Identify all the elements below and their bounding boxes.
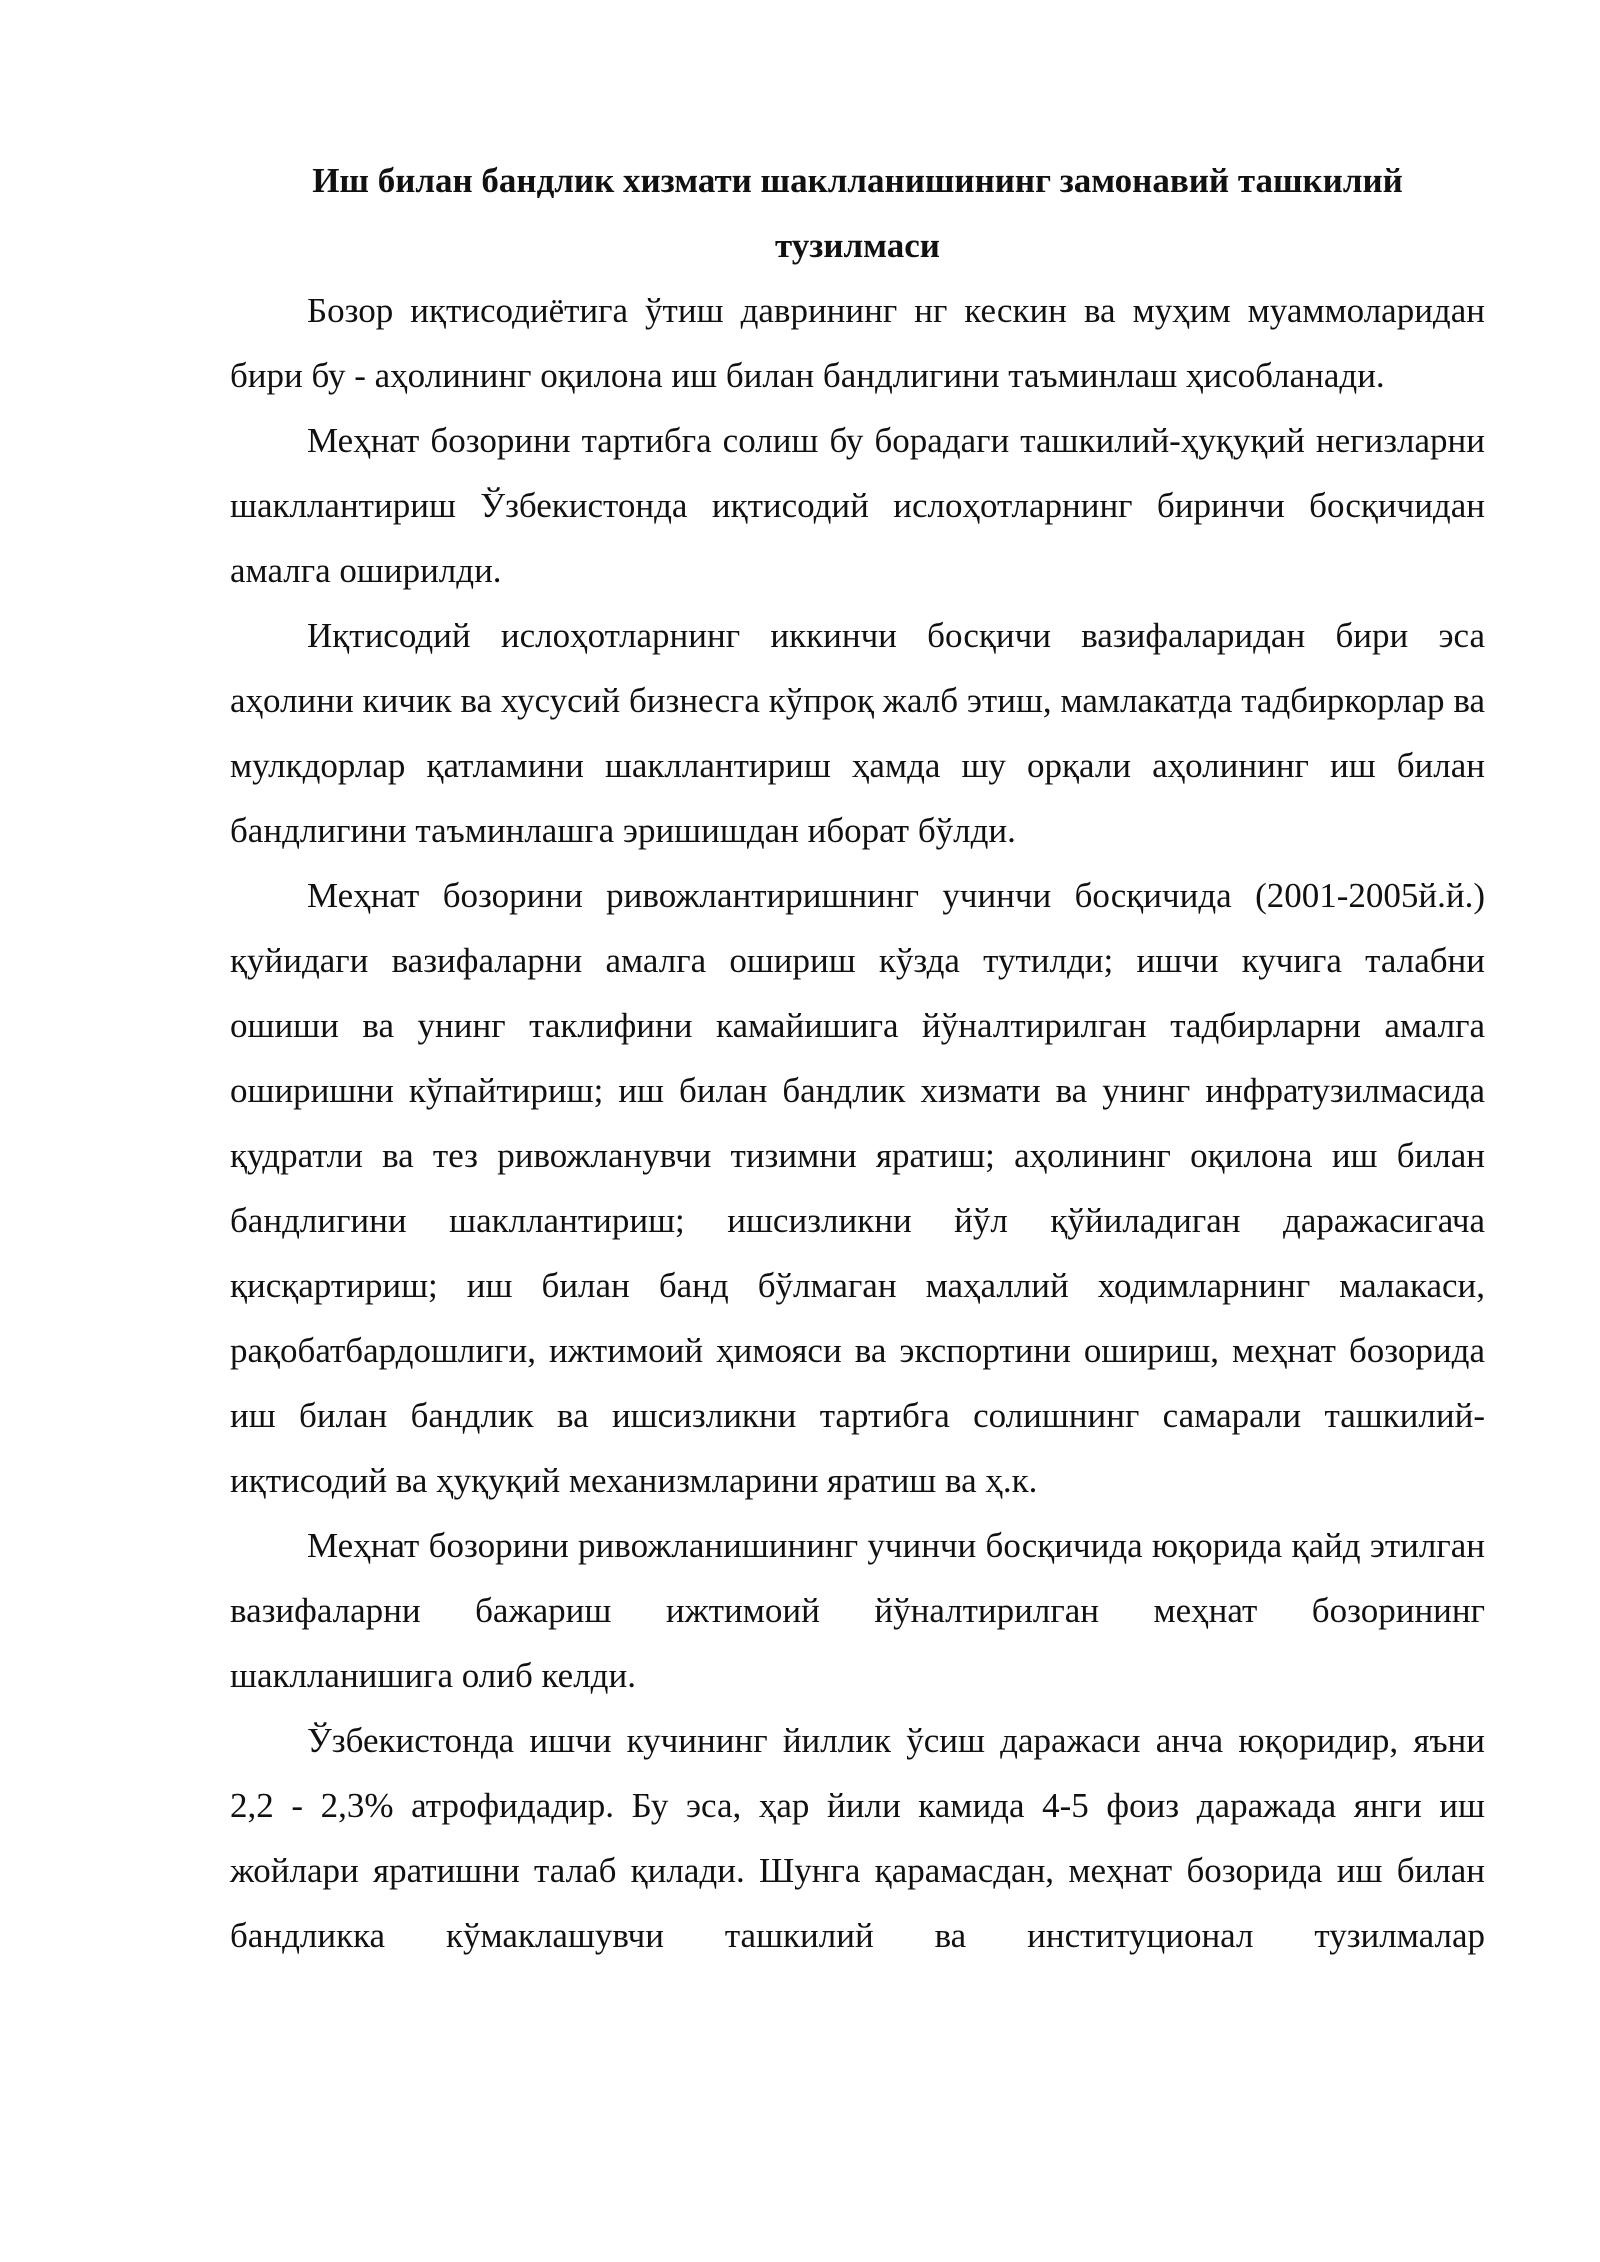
paragraph-4: Меҳнат бозорини ривожлантиришнинг учинчи босқичида (2001-2005й.й.) қуйидаги вазифаларни амалга ошириш кўзда тутилди; ишчи кучига талабни ошиши ва унинг таклифини камайишига йўналтирилган тадбирларни амалга оширишни кўпайтириш; иш билан бандлик хизмати ва унинг инфратузилмасида қудратли ва тез ривожланувчи тизимни яратиш; аҳолининг оқилона иш билан бандлигини шакллантириш; ишсизликни йўл қўйиладиган даражасигача қисқартириш; иш билан банд бўлмаган маҳаллий ходимларнинг малакаси, рақобатбардошлиги, ижтимоий ҳимояси ва экспортини ошириш, меҳнат бозорида иш билан бандлик ва ишсизликни тартибга солишнинг самарали ташкилий-иқтисодий ва ҳуқуқий механизмларини яратиш ва ҳ.к. <box>230 876 1485 1500</box>
document-title: Иш билан бандлик хизмати шаклланишининг замонавий ташкилий тузилмаси <box>312 161 1403 265</box>
paragraph-6: Ўзбекистонда ишчи кучининг йиллик ўсиш даражаси анча юқоридир, яъни 2,2 - 2,3% атрофидадир. Бу эса, ҳар йили камида 4-5 фоиз даражада янги иш жойлари яратишни талаб қилади. Шунга қарамасдан, меҳнат бозорида иш билан бандликка кўмаклашувчи ташкилий ва институционал тузилмалар <box>230 1721 1485 1955</box>
paragraph-5: Меҳнат бозорини ривожланишининг учинчи босқичида юқорида қайд этилган вазифаларни бажариш ижтимоий йўналтирилган меҳнат бозорининг шаклланишига олиб келди. <box>230 1526 1485 1695</box>
paragraph-3: Иқтисодий ислоҳотларнинг иккинчи босқичи вазифаларидан бири эса аҳолини кичик ва хусусий бизнесга кўпроқ жалб этиш, мамлакатда тадбиркорлар ва мулкдорлар қатламини шакллантириш ҳамда шу орқали аҳолининг иш билан бандлигини таъминлашга эришишдан иборат бўлди. <box>230 616 1485 850</box>
paragraph-1: Бозор иқтисодиётига ўтиш даврининг нг кескин ва муҳим муаммоларидан бири бу - аҳолининг оқилона иш билан бандлигини таъминлаш ҳисобланади. <box>230 291 1485 395</box>
paragraph-2: Меҳнат бозорини тартибга солиш бу борадаги ташкилий-ҳуқуқий негизларни шакллантириш Ўзбекистонда иқтисодий ислоҳотларнинг биринчи босқичидан амалга оширилди. <box>230 421 1485 590</box>
document-page <box>230 148 1485 1968</box>
